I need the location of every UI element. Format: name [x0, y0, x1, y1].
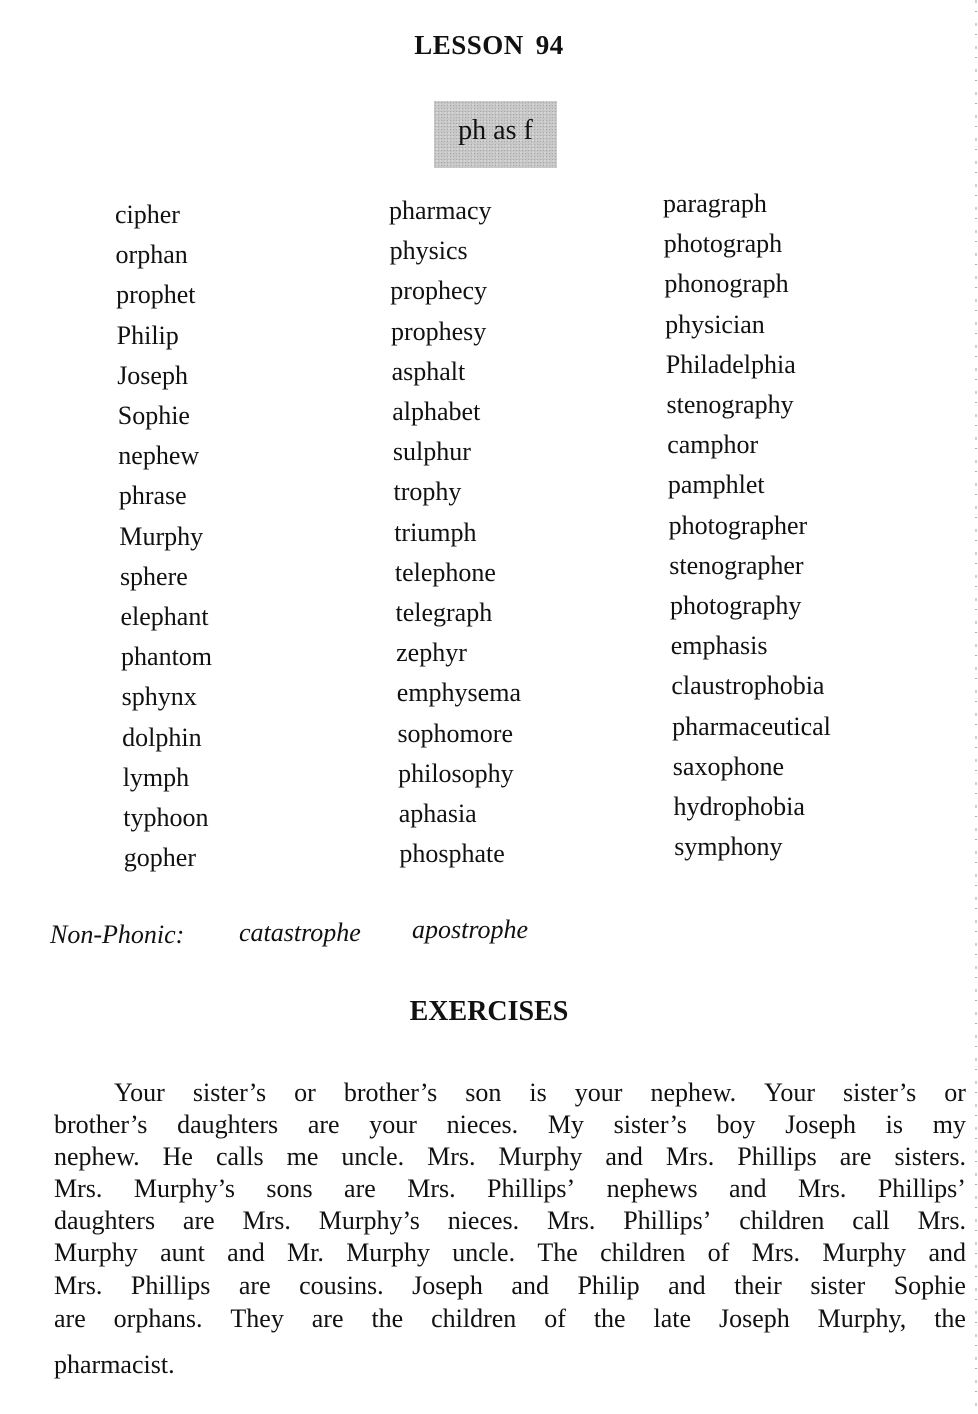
paragraph-word: sister’s: [613, 1110, 687, 1139]
exercises-heading: EXERCISES: [409, 996, 569, 1027]
paragraph-word: Murphy’s: [318, 1206, 420, 1235]
paragraph-word: Phillips’: [623, 1206, 712, 1235]
paragraph-word: Murphy’s: [133, 1174, 235, 1203]
word-list-item: Philadelphia: [665, 349, 796, 379]
word-list-item: paragraph: [663, 189, 767, 218]
paragraph-line: [54, 1204, 966, 1238]
word-list-item: philosophy: [398, 758, 514, 788]
paragraph-word: of: [707, 1238, 730, 1267]
word-list-item: phantom: [121, 642, 213, 672]
word-list-item: symphony: [674, 832, 783, 862]
paragraph-word: brother’s: [343, 1078, 438, 1107]
paragraph-word: Phillips’: [877, 1174, 966, 1203]
paragraph-word: sons: [266, 1174, 313, 1203]
paragraph-word: The: [537, 1238, 578, 1267]
paragraph-word: are: [182, 1206, 215, 1235]
word-list-item: pharmaceutical: [672, 711, 831, 741]
paragraph-word: Phillips: [737, 1142, 817, 1171]
paragraph-word: uncle.: [341, 1142, 405, 1171]
word-list-item: stenography: [666, 390, 794, 419]
paragraph-word: the: [934, 1304, 966, 1333]
word-list-item: saxophone: [672, 751, 784, 781]
paragraph-word: sister’s: [192, 1078, 267, 1107]
word-list-item: asphalt: [391, 356, 466, 386]
word-list-item: triumph: [394, 517, 477, 547]
word-list-item: nephew: [118, 441, 200, 471]
paragraph-word: sister’s: [843, 1078, 917, 1107]
paragraph-word: Joseph: [785, 1110, 856, 1139]
word-list-item: Philip: [116, 320, 179, 350]
paragraph-word: Mrs.: [917, 1206, 966, 1235]
paragraph-word: son: [465, 1078, 502, 1107]
paragraph-word: and: [227, 1238, 265, 1267]
word-list-item: prophesy: [390, 316, 487, 346]
paragraph-word: nephew.: [54, 1142, 140, 1171]
paragraph-word: nieces.: [447, 1206, 520, 1235]
paragraph-word: Sophie: [893, 1271, 966, 1300]
paragraph-word: calls: [215, 1142, 264, 1171]
paragraph-word: My: [547, 1110, 584, 1139]
paragraph-word: Mrs.: [797, 1174, 847, 1203]
paragraph-line: [54, 1108, 966, 1142]
word-list-item: Sophie: [117, 401, 190, 430]
paragraph-word: Your: [114, 1078, 165, 1107]
paragraph-word: your: [369, 1110, 417, 1139]
paragraph-word: are: [311, 1304, 344, 1333]
word-list-item: prophet: [116, 280, 196, 310]
paragraph-word: Mrs.: [54, 1174, 103, 1203]
paragraph-word: or: [294, 1078, 316, 1107]
word-list-item: trophy: [393, 477, 462, 507]
paragraph-word: the: [371, 1304, 404, 1333]
paragraph-word: Mrs.: [242, 1206, 291, 1235]
word-list-item: elephant: [120, 602, 209, 631]
paragraph-word: Joseph: [412, 1271, 483, 1300]
paragraph-word: Joseph: [718, 1304, 790, 1333]
non-phonic-label: Non-Phonic:: [50, 920, 185, 949]
paragraph-word: sisters.: [894, 1142, 966, 1171]
word-list-item: lymph: [122, 762, 190, 792]
word-list-item: aphasia: [398, 799, 477, 828]
paragraph-word: nieces.: [446, 1110, 519, 1139]
paragraph-word: Murphy: [346, 1238, 430, 1267]
word-list-item: claustrophobia: [671, 671, 825, 701]
paragraph-word: or: [944, 1078, 966, 1107]
paragraph-word: They: [230, 1304, 284, 1333]
paragraph-word: children: [600, 1238, 686, 1267]
phonics-rule-box: ph as f: [434, 101, 557, 168]
lesson-label: LESSON: [414, 30, 524, 60]
word-list-item: dolphin: [122, 722, 202, 752]
word-list-item: emphasis: [670, 631, 768, 661]
word-list-item: photographer: [668, 510, 808, 540]
paragraph-word: Philip: [577, 1271, 640, 1300]
word-list-item: pharmacy: [389, 196, 492, 225]
word-list-item: alphabet: [392, 397, 481, 426]
paragraph-word: cousins.: [299, 1271, 384, 1300]
paragraph-word: Mrs.: [665, 1142, 715, 1171]
word-list-item: phosphate: [399, 839, 505, 869]
paragraph-word: of: [544, 1304, 566, 1333]
paragraph-word: Murphy: [54, 1238, 138, 1267]
word-list-item: stenographer: [669, 550, 804, 580]
word-list-item: emphysema: [396, 678, 521, 708]
paragraph-word: orphans.: [113, 1304, 203, 1333]
paragraph-word: my: [932, 1110, 966, 1139]
paragraph-word: daughters: [177, 1110, 279, 1139]
word-list-item: sphere: [119, 561, 188, 591]
word-list-item: physician: [665, 309, 765, 339]
paragraph-word: is: [529, 1078, 547, 1107]
paragraph-word: Murphy: [822, 1238, 907, 1267]
word-list-item: phonograph: [664, 269, 789, 299]
paragraph-word: Murphy,: [817, 1304, 907, 1333]
paragraph-word: call: [852, 1206, 890, 1235]
non-phonic-word: catastrophe: [239, 918, 361, 947]
paragraph-word: Your: [764, 1078, 816, 1107]
word-list-item: Joseph: [117, 360, 188, 390]
paragraph-word: are: [54, 1304, 86, 1333]
word-list-item: typhoon: [123, 803, 209, 832]
word-list-item: photograph: [663, 229, 783, 259]
paragraph-line: [54, 1269, 966, 1303]
word-list-item: telephone: [394, 557, 496, 587]
paragraph-word: late: [653, 1304, 692, 1333]
scan-border-artifact: [975, 0, 977, 1414]
word-list-item: zephyr: [396, 638, 467, 668]
word-list-item: gopher: [123, 843, 196, 873]
paragraph-word: daughters: [54, 1206, 156, 1235]
paragraph-word: He: [162, 1142, 193, 1171]
paragraph-word: Mrs.: [427, 1142, 476, 1171]
paragraph-word: Murphy: [498, 1142, 583, 1171]
paragraph-word: and: [511, 1271, 549, 1300]
paragraph-word: boy: [716, 1110, 756, 1139]
paragraph-word: and: [729, 1174, 767, 1203]
paragraph-word: Mrs.: [546, 1206, 596, 1235]
paragraph-word: children: [739, 1206, 825, 1235]
paragraph-word: brother’s: [54, 1110, 148, 1139]
word-list-item: sulphur: [392, 437, 471, 467]
paragraph-line: [54, 1236, 966, 1270]
paragraph-word: is: [885, 1110, 904, 1139]
word-list-item: camphor: [667, 430, 759, 460]
paragraph-word: their: [734, 1271, 782, 1300]
paragraph-word: the: [593, 1304, 626, 1333]
paragraph-word: your: [574, 1078, 623, 1107]
word-list-item: phrase: [118, 481, 187, 511]
paragraph-word: nephew.: [650, 1078, 737, 1107]
word-list-item: pamphlet: [667, 470, 765, 500]
paragraph-word: me: [286, 1142, 319, 1171]
paragraph-line: pharmacist.: [54, 1350, 175, 1379]
paragraph-word: Mrs.: [407, 1174, 456, 1203]
paragraph-word: are: [344, 1174, 376, 1203]
word-list-item: physics: [389, 236, 468, 266]
paragraph-word: Mrs.: [54, 1271, 103, 1300]
paragraph-word: Phillips: [130, 1271, 211, 1300]
word-list-item: prophecy: [390, 276, 488, 306]
word-list-item: cipher: [115, 200, 180, 229]
paragraph-word: Mr.: [287, 1238, 324, 1267]
paragraph-line: [54, 1140, 966, 1174]
word-list-item: sphynx: [121, 682, 197, 712]
paragraph-line: [114, 1076, 966, 1110]
paragraph-word: nephews: [606, 1174, 698, 1203]
paragraph-word: Mrs.: [751, 1238, 801, 1267]
paragraph-word: are: [839, 1142, 872, 1171]
paragraph-word: and: [928, 1238, 966, 1267]
non-phonic-word: apostrophe: [412, 915, 529, 944]
lesson-number: 94: [535, 30, 564, 60]
lesson-title: [0, 30, 978, 61]
paragraph-word: aunt: [160, 1238, 205, 1267]
paragraph-word: are: [307, 1110, 340, 1139]
paragraph-word: uncle.: [452, 1238, 516, 1267]
paragraph-word: and: [605, 1142, 643, 1171]
word-list-item: hydrophobia: [673, 792, 805, 821]
paragraph-word: Phillips’: [487, 1174, 576, 1203]
paragraph-word: are: [238, 1271, 271, 1300]
word-list-item: photography: [670, 591, 802, 620]
word-list-item: telegraph: [395, 598, 493, 627]
paragraph-word: children: [431, 1304, 517, 1333]
word-list-item: sophomore: [397, 718, 513, 748]
word-list-item: Murphy: [119, 521, 204, 551]
word-list-item: orphan: [115, 240, 188, 270]
paragraph-word: sister: [810, 1271, 866, 1300]
paragraph-word: and: [668, 1271, 706, 1300]
paragraph-line: [54, 1172, 966, 1206]
paragraph-line: [54, 1302, 966, 1336]
